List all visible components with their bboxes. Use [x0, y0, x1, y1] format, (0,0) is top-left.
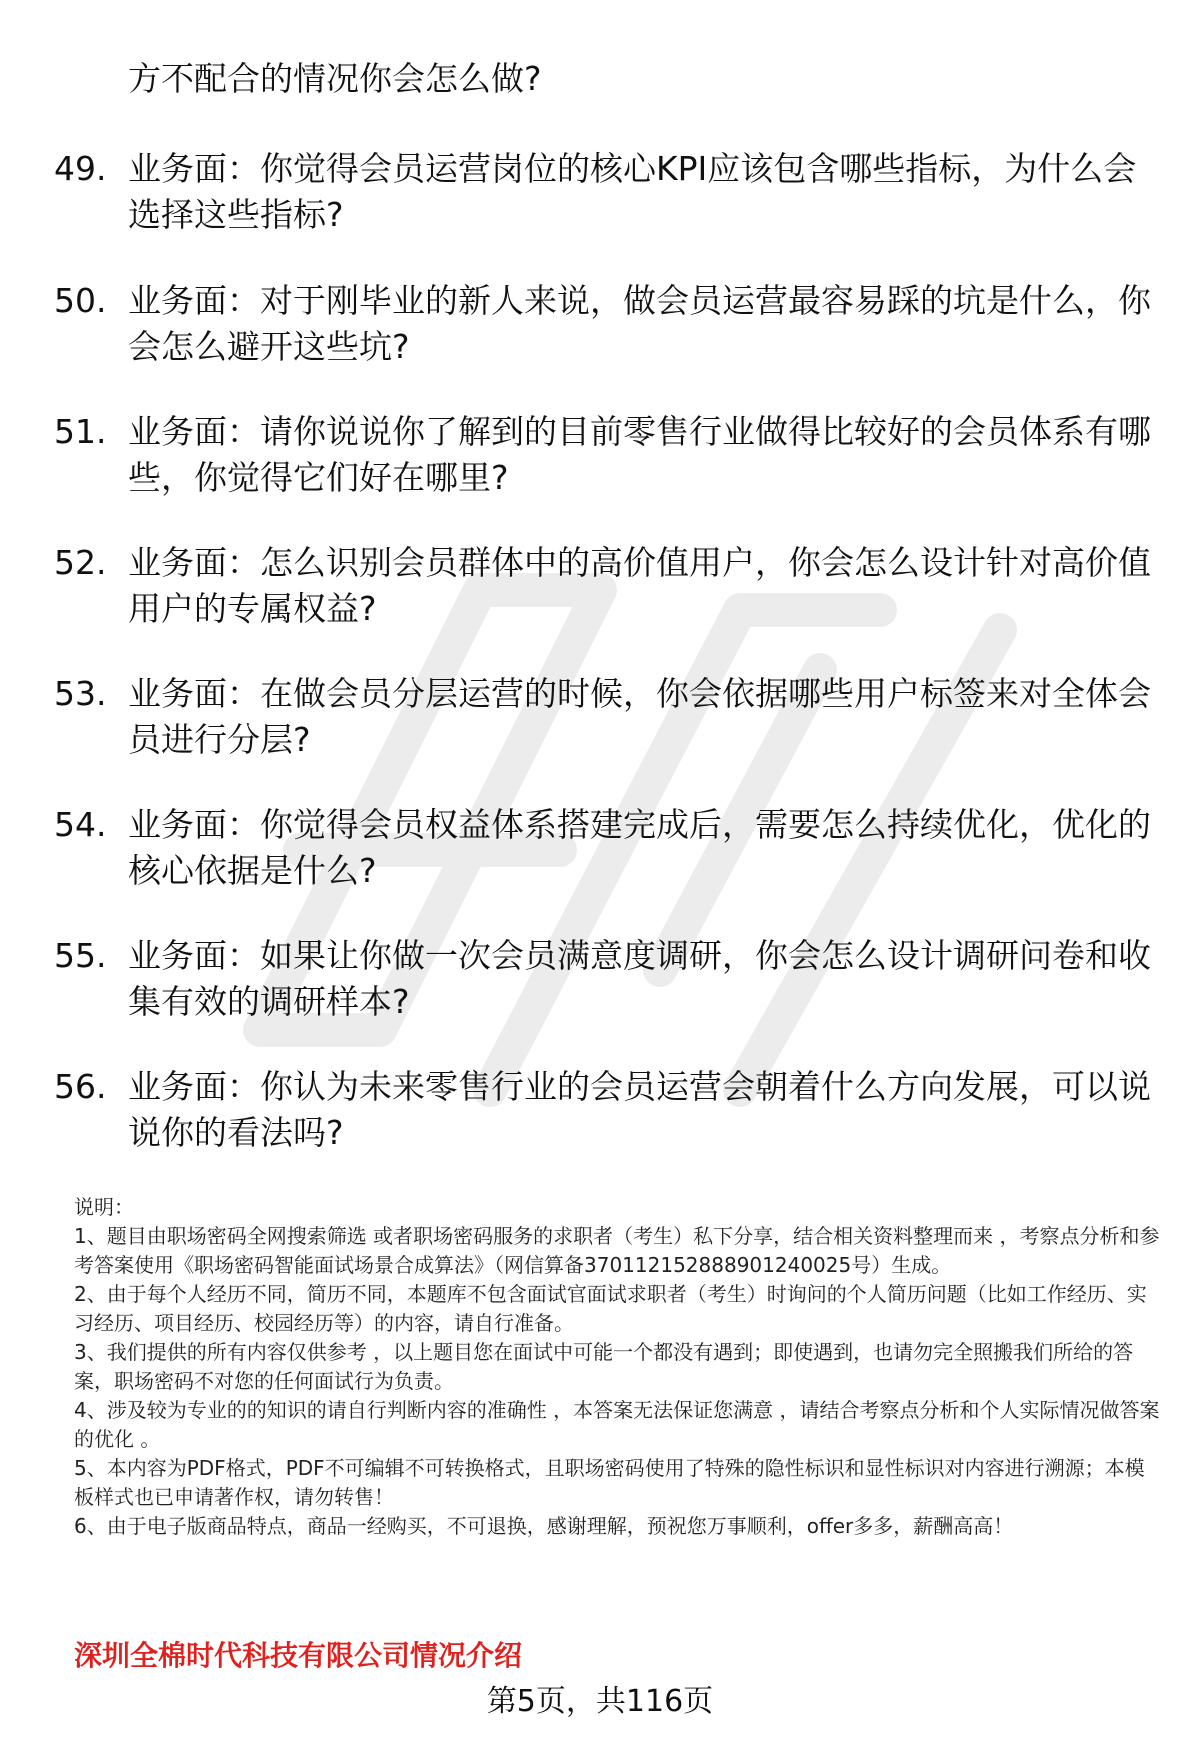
note-item: 2、由于每个人经历不同，简历不同，本题库不包含面试官面试求职者（考生）时询问的个人简历问题（比如工作经历、实习经历、项目经历、校园经历等）的内容，请自行准备。: [74, 1282, 1147, 1335]
company-title: 深圳全棉时代科技有限公司情况介绍: [74, 1639, 523, 1672]
question-number: 51.: [54, 412, 107, 451]
question-number: 53.: [54, 674, 107, 713]
page-number: 第5页，共116页: [486, 1684, 714, 1719]
question-text: 业务面：请你说说你了解到的目前零售行业做得比较好的会员体系有哪些，你觉得它们好在哪里?: [128, 412, 1151, 497]
note-item: 5、本内容为PDF格式，PDF不可编辑不可转换格式，且职场密码使用了特殊的隐性标识和显性标识对内容进行溯源；本模板样式也已申请著作权，请勿转售！: [74, 1456, 1145, 1509]
question-text: 业务面：在做会员分层运营的时候，你会依据哪些用户标签来对全体会员进行分层?: [128, 674, 1151, 759]
question-text: 业务面：怎么识别会员群体中的高价值用户，你会怎么设计针对高价值用户的专属权益?: [128, 543, 1151, 628]
note-item: 3、我们提供的所有内容仅供参考 ，以上题目您在面试中可能一个都没有遇到；即使遇到，也请勿完全照搬我们所给的答案，职场密码不对您的任何面试行为负责。: [74, 1340, 1134, 1393]
note-item: 4、涉及较为专业的的知识的请自行判断内容的准确性 ，本答案无法保证您满意 ，请结合考察点分析和个人实际情况做答案的优化 。: [74, 1398, 1160, 1451]
question-number: 54.: [54, 805, 107, 844]
question-text: 方不配合的情况你会怎么做?: [128, 59, 542, 98]
question-number: 56.: [54, 1067, 107, 1106]
question-number: 50.: [54, 281, 107, 320]
question-number: 55.: [54, 936, 107, 975]
note-item: 1、题目由职场密码全网搜索筛选 或者职场密码服务的求职者（考生）私下分享，结合相关资料整理而来 ，考察点分析和参考答案使用《职场密码智能面试场景合成算法》（网信算备370112152888901240025号）生成。: [74, 1224, 1160, 1277]
question-text: 业务面：你觉得会员运营岗位的核心KPI应该包含哪些指标，为什么会选择这些指标?: [128, 149, 1137, 234]
question-text: 业务面：你觉得会员权益体系搭建完成后，需要怎么持续优化，优化的核心依据是什么?: [128, 805, 1151, 890]
question-text: 业务面：如果让你做一次会员满意度调研，你会怎么设计调研问卷和收集有效的调研样本?: [128, 936, 1151, 1021]
question-text: 业务面：你认为未来零售行业的会员运营会朝着什么方向发展，可以说说你的看法吗?: [128, 1067, 1151, 1152]
note-item: 6、由于电子版商品特点，商品一经购买，不可退换，感谢理解，预祝您万事顺利，offer多多，薪酬高高！: [74, 1514, 1014, 1538]
notes-section: [74, 1193, 1164, 1541]
question-number: 52.: [54, 543, 107, 582]
notes-heading: 说明：: [74, 1195, 134, 1219]
question-text: 业务面：对于刚毕业的新人来说，做会员运营最容易踩的坑是什么，你会怎么避开这些坑?: [128, 281, 1151, 366]
question-number: 49.: [54, 149, 107, 188]
